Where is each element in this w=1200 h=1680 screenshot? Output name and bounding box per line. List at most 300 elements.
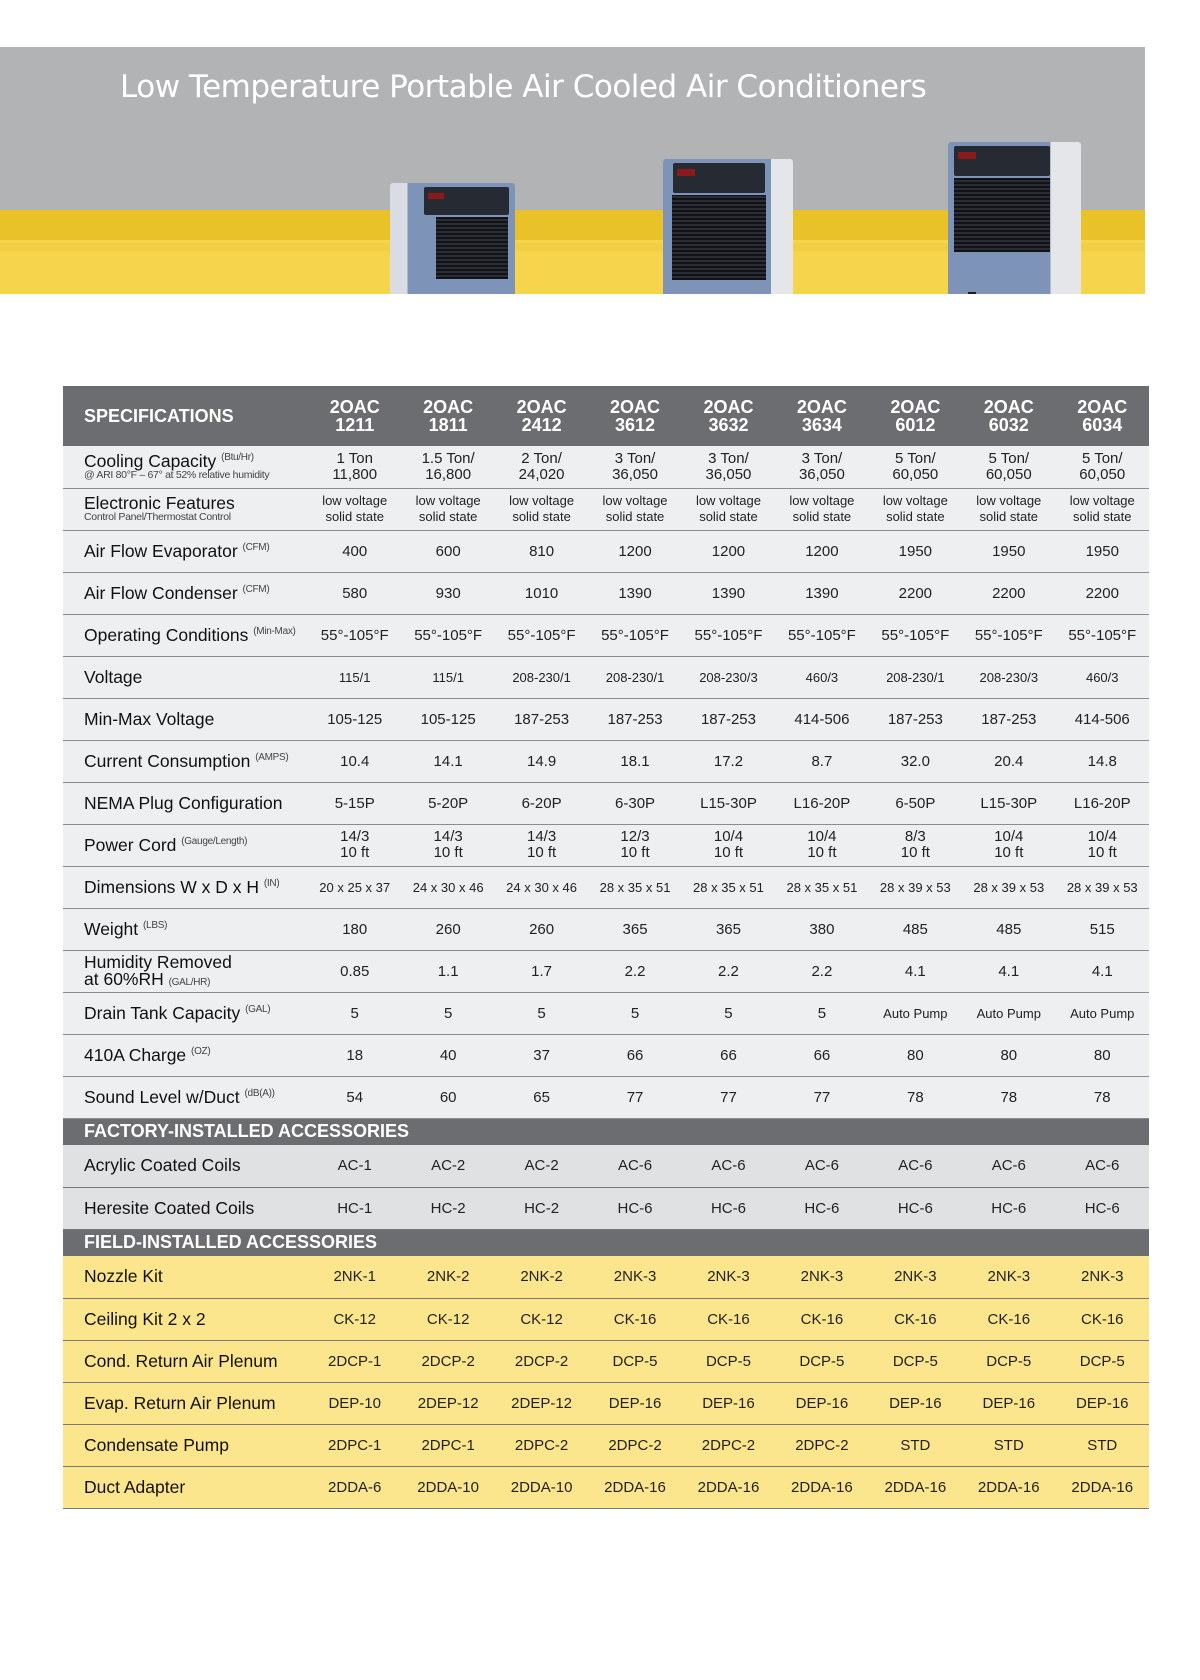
cell-value-line: 10 ft bbox=[620, 844, 650, 861]
row-label-text: Acrylic Coated Coils bbox=[84, 1155, 241, 1176]
cell-value-line: 10 ft bbox=[994, 844, 1024, 861]
row-label-text: NEMA Plug Configuration bbox=[84, 792, 283, 813]
row-label bbox=[63, 1382, 308, 1424]
table-row bbox=[63, 614, 1149, 656]
cell-value-line: 5 Ton/ bbox=[895, 449, 936, 467]
cell-value: 2DDA-16 bbox=[962, 1466, 1055, 1508]
cell-value: 2NK-3 bbox=[588, 1256, 681, 1298]
row-label bbox=[63, 572, 308, 614]
cell-value: Auto Pump bbox=[869, 992, 962, 1034]
cell-value bbox=[1056, 488, 1150, 530]
cell-value: 930 bbox=[401, 572, 494, 614]
model-header bbox=[775, 386, 868, 446]
cell-value: 55°-105°F bbox=[308, 614, 401, 656]
model-header bbox=[308, 386, 401, 446]
model-series: 2OAC bbox=[423, 397, 474, 417]
specifications-table bbox=[63, 386, 1149, 1509]
cell-value: HC-2 bbox=[401, 1187, 494, 1229]
cell-value-line: 10 ft bbox=[433, 844, 463, 861]
cell-value: Auto Pump bbox=[1056, 992, 1150, 1034]
cell-value-line: 3 Ton/ bbox=[614, 449, 656, 467]
cell-value: AC-6 bbox=[682, 1145, 775, 1187]
cell-value-line: solid state bbox=[512, 509, 571, 524]
cell-value: 180 bbox=[308, 908, 401, 950]
table-row bbox=[63, 992, 1149, 1034]
row-label-text: Condensate Pump bbox=[84, 1434, 229, 1455]
cell-value: AC-6 bbox=[869, 1145, 962, 1187]
cell-value: 2NK-2 bbox=[401, 1256, 494, 1298]
table-row bbox=[63, 950, 1149, 992]
cell-value: DCP-5 bbox=[588, 1340, 681, 1382]
model-number: 6032 bbox=[988, 415, 1029, 435]
row-label bbox=[63, 1076, 308, 1118]
row-label bbox=[63, 614, 308, 656]
row-label-text: Drain Tank Capacity bbox=[84, 1002, 241, 1023]
cell-value bbox=[495, 824, 588, 866]
cell-value: 5 bbox=[308, 992, 401, 1034]
cell-value: 515 bbox=[1056, 908, 1150, 950]
cell-value: CK-16 bbox=[869, 1298, 962, 1340]
cell-value: L16-20P bbox=[775, 782, 868, 824]
cell-value: 4.1 bbox=[962, 950, 1055, 992]
cell-value: 66 bbox=[775, 1034, 868, 1076]
cell-value-line: solid state bbox=[418, 509, 478, 524]
cell-value: 1950 bbox=[1056, 530, 1150, 572]
cell-value bbox=[682, 446, 775, 488]
cell-value: 1200 bbox=[775, 530, 868, 572]
table-row bbox=[63, 782, 1149, 824]
cell-value-line: 10 ft bbox=[713, 844, 744, 861]
cell-value: 105-125 bbox=[401, 698, 494, 740]
table-header-row bbox=[63, 386, 1149, 446]
cell-value bbox=[401, 824, 494, 866]
row-label-text: Weight bbox=[84, 918, 139, 939]
cell-value-line: 10 ft bbox=[807, 844, 837, 861]
cell-value-line: 10/4 bbox=[807, 828, 837, 845]
cell-value: 208-230/3 bbox=[682, 656, 775, 698]
row-label bbox=[63, 1424, 308, 1466]
cell-value: 600 bbox=[401, 530, 494, 572]
cell-value: 55°-105°F bbox=[869, 614, 962, 656]
cell-value: 60 bbox=[401, 1076, 494, 1118]
cell-value: 40 bbox=[401, 1034, 494, 1076]
row-label-text: Nozzle Kit bbox=[84, 1266, 163, 1287]
model-number: 1811 bbox=[428, 415, 468, 435]
cell-value-line: solid state bbox=[886, 509, 945, 524]
cell-value: 80 bbox=[1056, 1034, 1150, 1076]
cell-value: 78 bbox=[869, 1076, 962, 1118]
cell-value: 105-125 bbox=[308, 698, 401, 740]
specifications-header: SPECIFICATIONS bbox=[84, 405, 234, 426]
cell-value: 2DDA-16 bbox=[1056, 1466, 1150, 1508]
cell-value-line: 10 ft bbox=[900, 844, 930, 861]
cell-value: 77 bbox=[775, 1076, 868, 1118]
cell-value: 260 bbox=[401, 908, 494, 950]
row-unit: (Gauge/Length) bbox=[181, 835, 248, 847]
row-label-text: 410A Charge bbox=[84, 1044, 187, 1065]
model-header bbox=[1056, 386, 1150, 446]
cell-value: 14.9 bbox=[495, 740, 588, 782]
cell-value: 14.8 bbox=[1056, 740, 1150, 782]
row-label bbox=[63, 950, 308, 992]
row-label bbox=[63, 866, 308, 908]
cell-value: 2DDA-16 bbox=[682, 1466, 775, 1508]
field-accessories-header-row bbox=[63, 1229, 1149, 1256]
cell-value-line: solid state bbox=[605, 509, 665, 524]
cell-value bbox=[962, 488, 1055, 530]
cell-value: DEP-16 bbox=[775, 1382, 868, 1424]
cell-value: 2.2 bbox=[682, 950, 775, 992]
cell-value: CK-16 bbox=[682, 1298, 775, 1340]
model-number: 3632 bbox=[708, 415, 749, 435]
field-accessories-header: FIELD-INSTALLED ACCESSORIES bbox=[84, 1232, 378, 1253]
cell-value bbox=[588, 446, 681, 488]
cell-value bbox=[682, 824, 775, 866]
model-number: 6012 bbox=[895, 415, 936, 435]
cell-value-line: solid state bbox=[325, 509, 384, 524]
cell-value: 1.7 bbox=[495, 950, 588, 992]
cell-value-line: 12/3 bbox=[620, 828, 650, 845]
cell-value: 55°-105°F bbox=[775, 614, 868, 656]
cell-value bbox=[682, 488, 775, 530]
cell-value-line: solid state bbox=[1072, 509, 1132, 524]
cell-value: 115/1 bbox=[401, 656, 494, 698]
cell-value bbox=[308, 446, 401, 488]
model-header bbox=[495, 386, 588, 446]
cell-value bbox=[308, 488, 401, 530]
cell-value: DEP-16 bbox=[962, 1382, 1055, 1424]
table-row bbox=[63, 1076, 1149, 1118]
cell-value-line: low voltage bbox=[789, 493, 855, 508]
table-row bbox=[63, 530, 1149, 572]
cell-value: CK-12 bbox=[401, 1298, 494, 1340]
cell-value: 260 bbox=[495, 908, 588, 950]
model-header bbox=[682, 386, 775, 446]
cell-value: 208-230/1 bbox=[869, 656, 962, 698]
cell-value: AC-2 bbox=[495, 1145, 588, 1187]
cell-value-line: 1.5 Ton/ bbox=[421, 449, 475, 467]
cell-value: L15-30P bbox=[682, 782, 775, 824]
cell-value: 2DCP-2 bbox=[401, 1340, 494, 1382]
table-row bbox=[63, 1382, 1149, 1424]
table-row bbox=[63, 1466, 1149, 1508]
cell-value-line: 3 Ton/ bbox=[801, 449, 843, 467]
cell-value: 6-50P bbox=[869, 782, 962, 824]
row-label bbox=[63, 488, 308, 530]
cell-value: DCP-5 bbox=[682, 1340, 775, 1382]
row-label bbox=[63, 992, 308, 1034]
row-label-text: Cond. Return Air Plenum bbox=[84, 1350, 278, 1371]
cell-value: 28 x 35 x 51 bbox=[775, 866, 868, 908]
cell-value: 208-230/3 bbox=[962, 656, 1055, 698]
row-label bbox=[63, 530, 308, 572]
cell-value-line: 11,800 bbox=[332, 465, 378, 483]
cell-value bbox=[588, 488, 681, 530]
cell-value: 78 bbox=[962, 1076, 1055, 1118]
cell-value: 810 bbox=[495, 530, 588, 572]
factory-accessories-header-row bbox=[63, 1118, 1149, 1145]
cell-value: 5 bbox=[588, 992, 681, 1034]
row-label-text: Air Flow Evaporator bbox=[84, 540, 238, 561]
cell-value-line: 14/3 bbox=[340, 828, 370, 845]
cell-value: 24 x 30 x 46 bbox=[495, 866, 588, 908]
cell-value: HC-6 bbox=[682, 1187, 775, 1229]
cell-value: 400 bbox=[308, 530, 401, 572]
cell-value: DEP-16 bbox=[1056, 1382, 1150, 1424]
row-label-text: Heresite Coated Coils bbox=[84, 1197, 255, 1218]
cell-value: 2NK-2 bbox=[495, 1256, 588, 1298]
cell-value: 28 x 39 x 53 bbox=[1056, 866, 1150, 908]
cell-value: 5 bbox=[775, 992, 868, 1034]
cell-value: HC-6 bbox=[775, 1187, 868, 1229]
row-label-text: Cooling Capacity bbox=[84, 450, 217, 471]
table-row bbox=[63, 866, 1149, 908]
row-unit: (IN) bbox=[263, 877, 280, 889]
cell-value-line: 36,050 bbox=[705, 465, 752, 483]
model-header bbox=[869, 386, 962, 446]
cell-value: 1390 bbox=[682, 572, 775, 614]
cell-value-line: low voltage bbox=[509, 493, 575, 508]
cell-value-line: low voltage bbox=[695, 493, 761, 508]
cell-value: 28 x 39 x 53 bbox=[869, 866, 962, 908]
cell-value-line: 16,800 bbox=[425, 465, 472, 483]
cell-value: 4.1 bbox=[869, 950, 962, 992]
row-label-text: Duct Adapter bbox=[84, 1476, 186, 1497]
table-row bbox=[63, 572, 1149, 614]
cell-value-line: 10 ft bbox=[340, 844, 370, 861]
cell-value: 55°-105°F bbox=[962, 614, 1055, 656]
cell-value bbox=[401, 446, 494, 488]
cell-value: 1200 bbox=[682, 530, 775, 572]
row-unit: (CFM) bbox=[242, 541, 270, 553]
cell-value: 2DPC-2 bbox=[775, 1424, 868, 1466]
cell-value bbox=[1056, 824, 1150, 866]
cell-value: 2NK-3 bbox=[962, 1256, 1055, 1298]
row-label bbox=[63, 824, 308, 866]
cell-value-line: 60,050 bbox=[1079, 465, 1126, 483]
cell-value-line: 1 Ton bbox=[336, 449, 373, 467]
cell-value: L16-20P bbox=[1056, 782, 1150, 824]
cell-value: AC-6 bbox=[1056, 1145, 1150, 1187]
cell-value: HC-2 bbox=[495, 1187, 588, 1229]
cell-value: 365 bbox=[682, 908, 775, 950]
cell-value: CK-16 bbox=[1056, 1298, 1150, 1340]
product-image-large-unit bbox=[948, 142, 1081, 294]
cell-value: 187-253 bbox=[962, 698, 1055, 740]
cell-value: 37 bbox=[495, 1034, 588, 1076]
cell-value: 2200 bbox=[869, 572, 962, 614]
cell-value: 24 x 30 x 46 bbox=[401, 866, 494, 908]
row-unit: (Min-Max) bbox=[253, 625, 296, 637]
cell-value: 1390 bbox=[775, 572, 868, 614]
cell-value: 5 bbox=[495, 992, 588, 1034]
cell-value-line: low voltage bbox=[322, 493, 388, 508]
cell-value: CK-16 bbox=[775, 1298, 868, 1340]
cell-value: 2DDA-16 bbox=[869, 1466, 962, 1508]
cell-value: 55°-105°F bbox=[1056, 614, 1150, 656]
row-label bbox=[63, 908, 308, 950]
cell-value: DEP-16 bbox=[682, 1382, 775, 1424]
cell-value: 187-253 bbox=[682, 698, 775, 740]
cell-value: 55°-105°F bbox=[495, 614, 588, 656]
cell-value bbox=[308, 824, 401, 866]
row-label bbox=[63, 656, 308, 698]
cell-value: 18 bbox=[308, 1034, 401, 1076]
header-banner bbox=[0, 47, 1145, 294]
row-label-text: Dimensions W x D x H bbox=[84, 876, 260, 897]
cell-value: 2DPC-2 bbox=[588, 1424, 681, 1466]
cell-value: 17.2 bbox=[682, 740, 775, 782]
row-label-text-2: at 60%RH bbox=[84, 969, 164, 989]
model-number: 2412 bbox=[521, 415, 562, 435]
cell-value-line: low voltage bbox=[602, 493, 668, 508]
cell-value: STD bbox=[869, 1424, 962, 1466]
model-header bbox=[401, 386, 494, 446]
cell-value: L15-30P bbox=[962, 782, 1055, 824]
model-number: 6034 bbox=[1082, 415, 1123, 435]
row-unit: (GAL) bbox=[245, 1003, 271, 1015]
cell-value-line: low voltage bbox=[882, 493, 948, 508]
row-label bbox=[63, 1340, 308, 1382]
cell-value: 5 bbox=[401, 992, 494, 1034]
table-row bbox=[63, 740, 1149, 782]
cell-value: 2DDA-16 bbox=[588, 1466, 681, 1508]
row-label bbox=[63, 740, 308, 782]
cell-value: 2DDA-10 bbox=[495, 1466, 588, 1508]
cell-value: 187-253 bbox=[869, 698, 962, 740]
row-label-text: Current Consumption bbox=[84, 750, 251, 771]
cell-value: 460/3 bbox=[1056, 656, 1150, 698]
cell-value: 6-20P bbox=[495, 782, 588, 824]
model-series: 2OAC bbox=[610, 397, 661, 417]
cell-value bbox=[1056, 446, 1150, 488]
cell-value: 2DEP-12 bbox=[495, 1382, 588, 1424]
model-series: 2OAC bbox=[1077, 397, 1128, 417]
table-row bbox=[63, 1424, 1149, 1466]
cell-value: 2DPC-1 bbox=[401, 1424, 494, 1466]
product-image-medium-unit bbox=[663, 159, 793, 294]
row-unit: (dB(A)) bbox=[244, 1087, 275, 1099]
cell-value: 2.2 bbox=[775, 950, 868, 992]
cell-value-line: solid state bbox=[699, 509, 758, 524]
cell-value: 5-15P bbox=[308, 782, 401, 824]
cell-value: AC-6 bbox=[962, 1145, 1055, 1187]
cell-value: 365 bbox=[588, 908, 681, 950]
cell-value: 4.1 bbox=[1056, 950, 1150, 992]
cell-value: 2DPC-2 bbox=[495, 1424, 588, 1466]
cell-value bbox=[775, 488, 868, 530]
cell-value: 65 bbox=[495, 1076, 588, 1118]
cell-value: 5-20P bbox=[401, 782, 494, 824]
model-series: 2OAC bbox=[516, 397, 567, 417]
cell-value-line: 60,050 bbox=[892, 465, 939, 483]
cell-value: 2200 bbox=[1056, 572, 1150, 614]
cell-value: 2NK-1 bbox=[308, 1256, 401, 1298]
cell-value: 187-253 bbox=[495, 698, 588, 740]
cell-value: 77 bbox=[588, 1076, 681, 1118]
cell-value: STD bbox=[1056, 1424, 1150, 1466]
cell-value bbox=[775, 824, 868, 866]
cell-value: DEP-10 bbox=[308, 1382, 401, 1424]
cell-value: 1010 bbox=[495, 572, 588, 614]
cell-value: 80 bbox=[962, 1034, 1055, 1076]
table-row bbox=[63, 1256, 1149, 1298]
cell-value: AC-6 bbox=[775, 1145, 868, 1187]
row-label-text: Ceiling Kit 2 x 2 bbox=[84, 1308, 206, 1329]
cell-value bbox=[869, 488, 962, 530]
cell-value: 54 bbox=[308, 1076, 401, 1118]
cell-value-line: 60,050 bbox=[985, 465, 1032, 483]
cell-value-line: low voltage bbox=[1069, 493, 1135, 508]
cell-value: 2.2 bbox=[588, 950, 681, 992]
model-series: 2OAC bbox=[796, 397, 847, 417]
cell-value: HC-1 bbox=[308, 1187, 401, 1229]
cell-value bbox=[775, 446, 868, 488]
cell-value: 580 bbox=[308, 572, 401, 614]
cell-value: CK-12 bbox=[495, 1298, 588, 1340]
table-row bbox=[63, 446, 1149, 488]
cell-value bbox=[869, 824, 962, 866]
row-subnote: Control Panel/Thermostat Control bbox=[84, 511, 231, 523]
cell-value: 20 x 25 x 37 bbox=[308, 866, 401, 908]
cell-value: 208-230/1 bbox=[588, 656, 681, 698]
cell-value: CK-16 bbox=[588, 1298, 681, 1340]
cell-value: 380 bbox=[775, 908, 868, 950]
product-image-small-unit bbox=[390, 183, 515, 294]
cell-value: 2DDA-10 bbox=[401, 1466, 494, 1508]
row-label-text: Power Cord bbox=[84, 834, 177, 855]
cell-value: CK-12 bbox=[308, 1298, 401, 1340]
model-header bbox=[962, 386, 1055, 446]
cell-value: 414-506 bbox=[775, 698, 868, 740]
cell-value: DEP-16 bbox=[869, 1382, 962, 1424]
cell-value: Auto Pump bbox=[962, 992, 1055, 1034]
cell-value: HC-6 bbox=[1056, 1187, 1150, 1229]
row-label-text: Electronic Features bbox=[84, 493, 235, 513]
table-row bbox=[63, 1298, 1149, 1340]
cell-value: AC-1 bbox=[308, 1145, 401, 1187]
cell-value: DCP-5 bbox=[869, 1340, 962, 1382]
row-label bbox=[63, 1034, 308, 1076]
table-row bbox=[63, 1187, 1149, 1229]
model-series: 2OAC bbox=[703, 397, 754, 417]
cell-value: 2DPC-1 bbox=[308, 1424, 401, 1466]
cell-value: 1950 bbox=[962, 530, 1055, 572]
row-unit: (AMPS) bbox=[255, 751, 289, 763]
cell-value: 2NK-3 bbox=[775, 1256, 868, 1298]
cell-value: 2NK-3 bbox=[1056, 1256, 1150, 1298]
cell-value: 28 x 35 x 51 bbox=[682, 866, 775, 908]
cell-value: 6-30P bbox=[588, 782, 681, 824]
cell-value: DCP-5 bbox=[962, 1340, 1055, 1382]
cell-value: HC-6 bbox=[869, 1187, 962, 1229]
cell-value: 28 x 39 x 53 bbox=[962, 866, 1055, 908]
cell-value: 66 bbox=[682, 1034, 775, 1076]
cell-value: 5 bbox=[682, 992, 775, 1034]
row-label bbox=[63, 698, 308, 740]
row-unit: (CFM) bbox=[242, 583, 270, 595]
cell-value: 414-506 bbox=[1056, 698, 1150, 740]
row-unit: (LBS) bbox=[143, 919, 168, 931]
table-row bbox=[63, 824, 1149, 866]
cell-value: 78 bbox=[1056, 1076, 1150, 1118]
cell-value bbox=[588, 824, 681, 866]
cell-value: HC-6 bbox=[962, 1187, 1055, 1229]
cell-value-line: 24,020 bbox=[518, 465, 565, 483]
cell-value: AC-2 bbox=[401, 1145, 494, 1187]
cell-value-line: 5 Ton/ bbox=[1081, 449, 1123, 467]
cell-value: 1200 bbox=[588, 530, 681, 572]
